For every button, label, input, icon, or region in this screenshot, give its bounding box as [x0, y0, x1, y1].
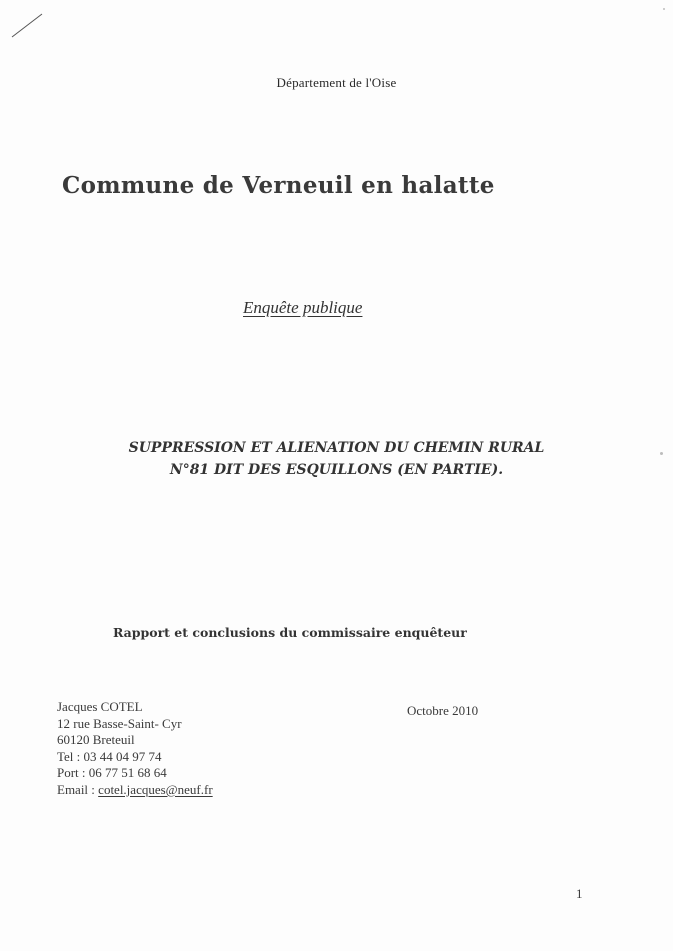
author-name: Jacques COTEL: [57, 699, 143, 714]
page-number: 1: [576, 886, 583, 901]
commune-title: Commune de Verneuil en halatte: [62, 172, 495, 199]
department-header: Département de l'Oise: [276, 75, 397, 90]
author-email-link[interactable]: cotel.jacques@neuf.fr: [98, 781, 213, 797]
author-tel: Tel : 03 44 04 97 74: [57, 748, 162, 764]
author-email-row: [57, 782, 213, 799]
author-contact-block: [57, 699, 213, 798]
subject-line-1: SUPPRESSION ET ALIENATION DU CHEMIN RURAL: [128, 440, 545, 456]
author-address-line-1: 12 rue Basse-Saint- Cyr: [57, 715, 182, 731]
author-address-line-2: 60120 Breteuil: [57, 732, 135, 747]
author-port: Port : 06 77 51 68 64: [57, 765, 167, 780]
pen-stroke-mark: [8, 10, 48, 40]
scan-speck: [660, 452, 663, 455]
author-email-label: Email :: [57, 781, 99, 797]
report-date: Octobre 2010: [407, 703, 479, 718]
subject-line-2: N°81 DIT DES ESQUILLONS (EN PARTIE).: [169, 462, 504, 478]
subject-heading: [0, 437, 673, 481]
scan-speck: [663, 8, 665, 10]
report-title: Rapport et conclusions du commissaire enquêteur: [113, 625, 467, 640]
document-subtitle: Enquête publique: [243, 298, 363, 317]
